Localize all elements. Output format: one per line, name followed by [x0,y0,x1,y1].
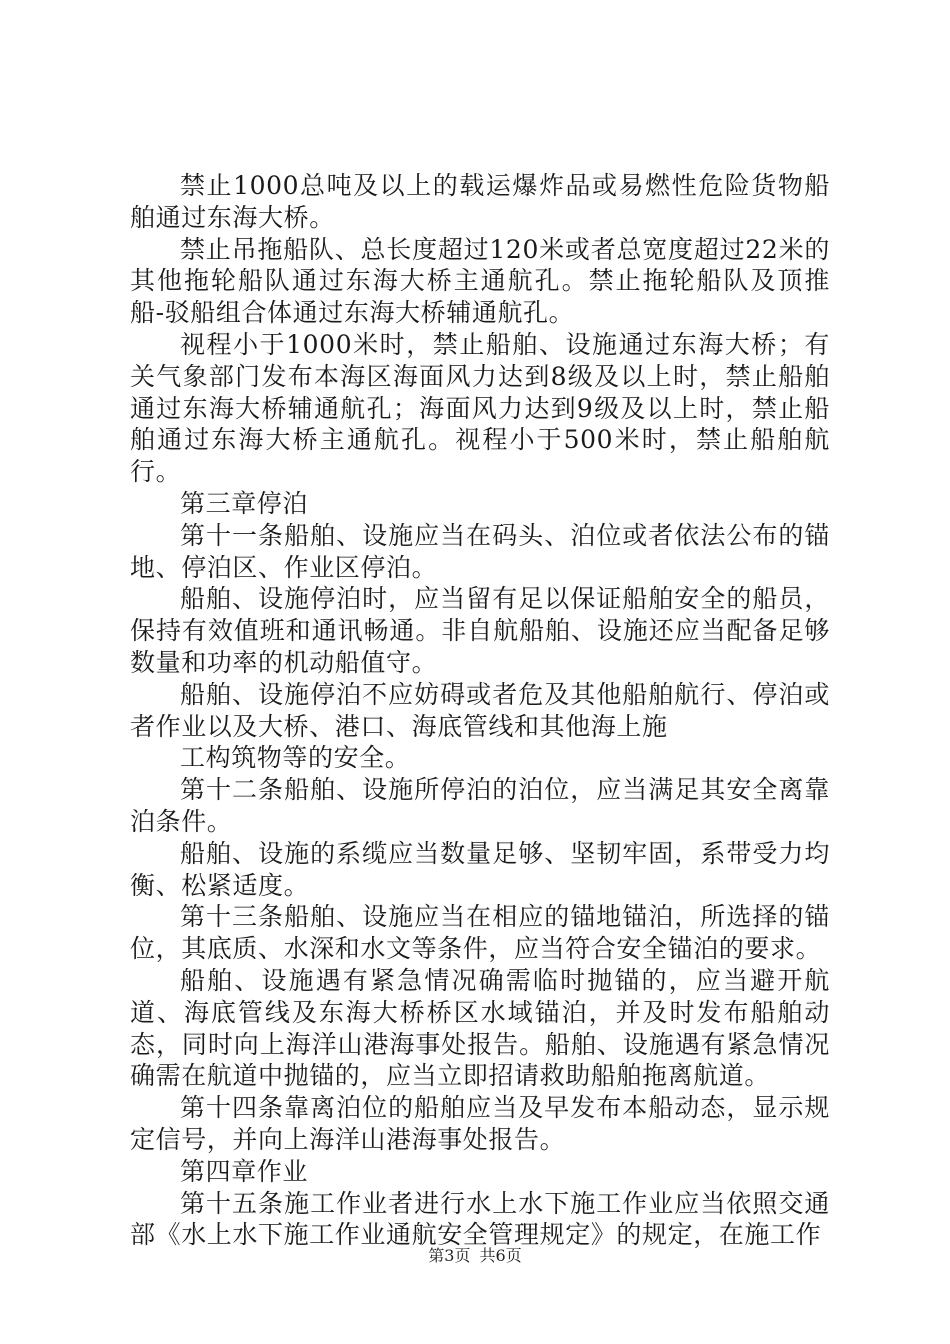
paragraph: 船舶、设施的系缆应当数量足够、坚韧牢固，系带受力均衡、松紧适度。 [130,838,830,900]
paragraph: 船舶、设施停泊不应妨碍或者危及其他船舶航行、停泊或者作业以及大桥、港口、海底管线和其他海上施 [130,679,830,741]
paragraph: 工构筑物等的安全。 [180,743,411,773]
paragraph: 第十二条船舶、设施所停泊的泊位，应当满足其安全离靠泊条件。 [130,775,830,836]
paragraph: 第十五条施工作业者进行水上水下施工作业应当依照交通部《水上水下施工作业通航安全管理规定》的规定，在施工作 [130,1188,830,1250]
chapter-heading: 第四章作业 [180,1156,309,1186]
page-total: 共6页 [479,1246,522,1265]
paragraph: 禁止1000总吨及以上的载运爆炸品或易燃性危险货物船舶通过东海大桥。 [130,171,830,232]
paragraph: 第十一条船舶、设施应当在码头、泊位或者依法公布的锚地、停泊区、作业区停泊。 [130,520,830,582]
page-footer [0,1243,950,1266]
chapter-heading: 第三章停泊 [180,488,309,518]
paragraph: 第十四条靠离泊位的船舶应当及早发布本船动态，显示规定信号，并向上海洋山港海事处报告。 [130,1093,830,1154]
paragraph: 船舶、设施停泊时，应当留有足以保证船舶安全的船员，保持有效值班和通讯畅通。非自航船舶、设施还应当配备足够数量和功率的机动船值守。 [130,584,830,677]
page-number: 第3页 [428,1246,471,1265]
paragraph: 禁止吊拖船队、总长度超过120米或者总宽度超过22米的其他拖轮船队通过东海大桥主通航孔。禁止拖轮船队及顶推船-驳船组合体通过东海大桥辅通航孔。 [130,234,830,328]
paragraph: 视程小于1000米时，禁止船舶、设施通过东海大桥；有关气象部门发布本海区海面风力达到8级及以上时，禁止船舶通过东海大桥辅通航孔；海面风力达到9级及以上时，禁止船舶通过东海大桥主通航孔。视程小于500米时，禁止船舶航行。 [130,329,830,487]
paragraph: 船舶、设施遇有紧急情况确需临时抛锚的，应当避开航道、海底管线及东海大桥桥区水域锚泊，并及时发布船舶动态，同时向上海洋山港海事处报告。船舶、设施遇有紧急情况确需在航道中抛锚的，应当立即招请救助船舶拖离航道。 [130,965,830,1091]
document-body [130,170,830,1251]
paragraph: 第十三条船舶、设施应当在相应的锚地锚泊，所选择的锚位，其底质、水深和水文等条件，应当符合安全锚泊的要求。 [130,902,830,964]
